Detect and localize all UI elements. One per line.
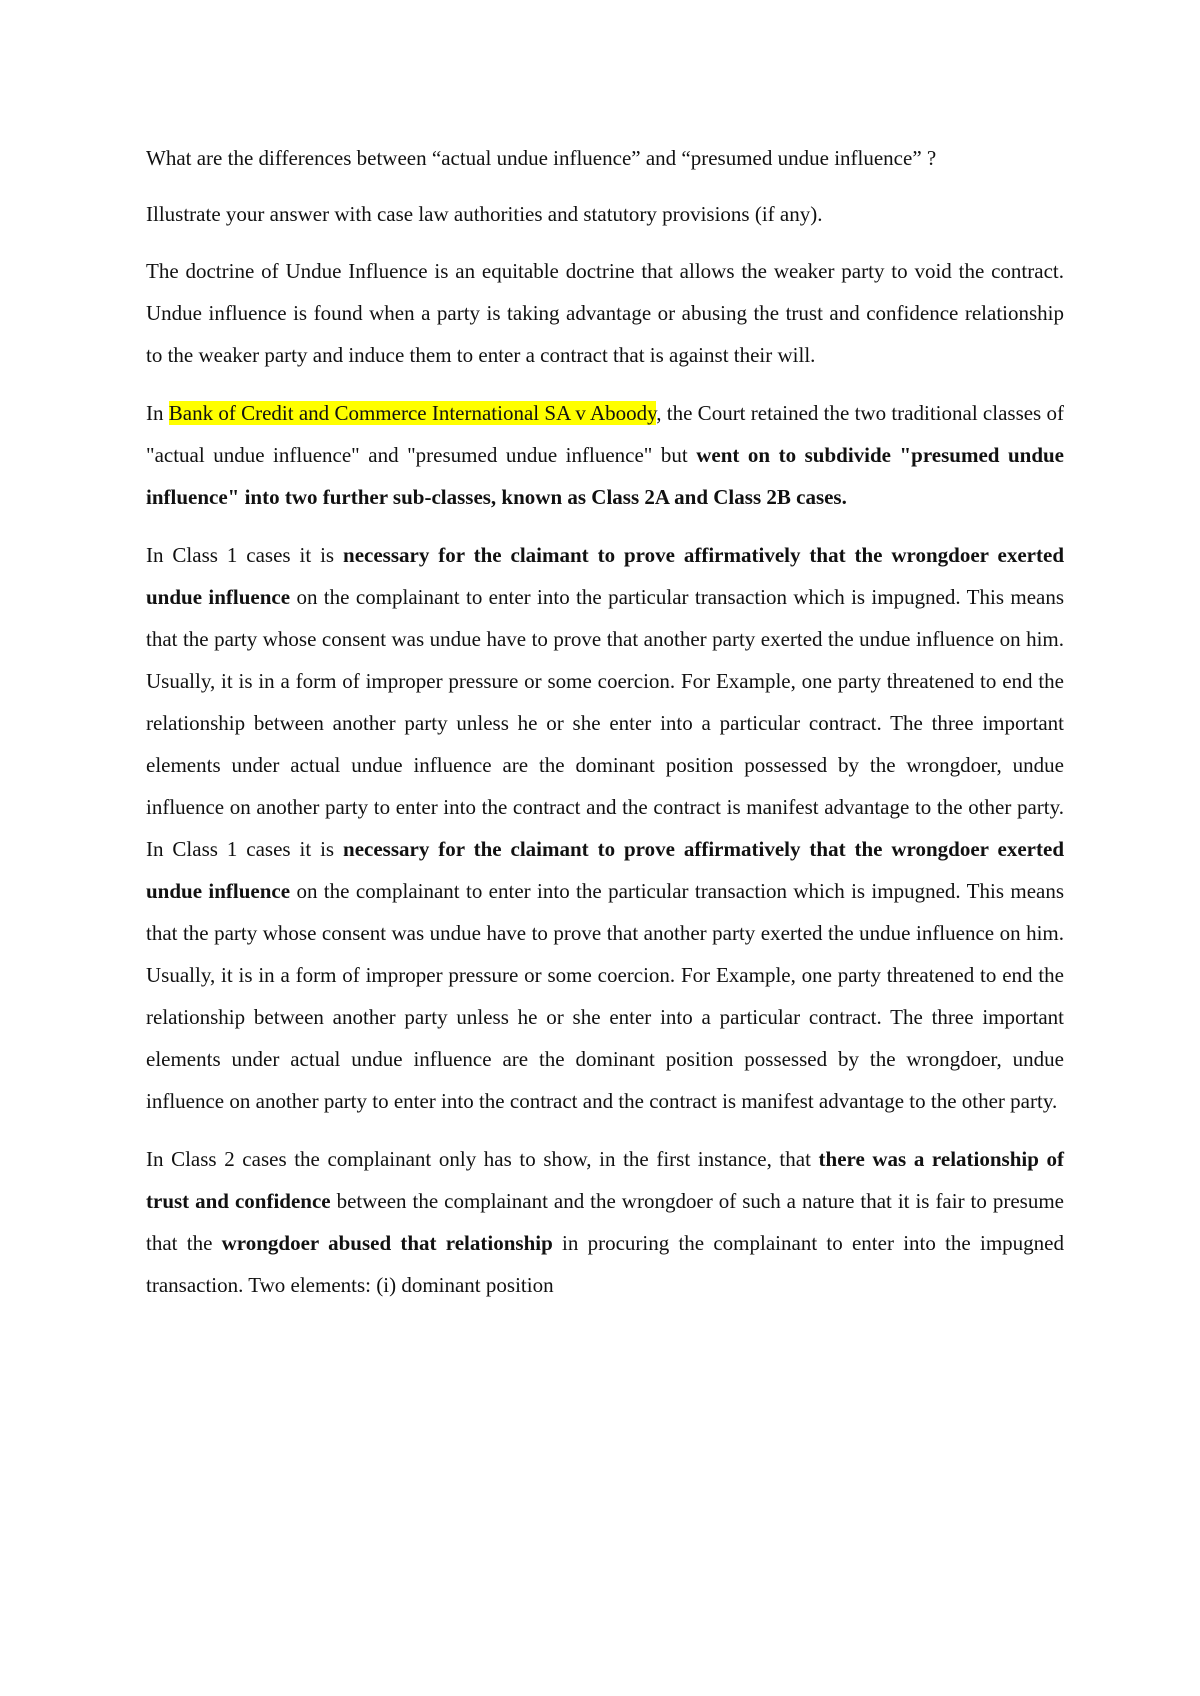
instruction-line: Illustrate your answer with case law authorities and statutory provisions (if any). (146, 202, 823, 226)
text-run: in procuring the complainant to enter into the impugned transaction. Two elements: (i) dominant position (146, 1231, 1064, 1297)
bold-text: necessary for the claimant to prove affirmatively that the wrongdoer exerted undue influence (146, 837, 1064, 903)
question-line: What are the differences between “actual undue influence” and “presumed undue influence” ? (146, 146, 937, 170)
text-run: In Class 1 cases it is (146, 543, 344, 567)
bold-text: there was a relationship of trust and confidence (146, 1147, 1064, 1213)
text-run: on the complainant to enter into the particular transaction which is impugned. This means that the party whose consent was undue have to prove that another party exerted the undue influence on him. Usually, it is in a form of improper pressure or some coercion. For Example, one party threatened to end the relationship between another party unless he or she enter into a particular contract. The three important elements under actual undue influence are the dominant position possessed by the wrongdoer, undue influence on another party to enter into the contract and the contract is manifest advantage to the other party. In Class 1 cases it is (146, 585, 1065, 861)
highlighted-case-name: Bank of Credit and Commerce International SA v Aboody (168, 401, 657, 425)
text-run: In Class 2 cases the complainant only has to show, in the first instance, that (146, 1147, 819, 1171)
paragraph-doctrine: The doctrine of Undue Influence is an equitable doctrine that allows the weaker party to void the contract. Undue influence is found when a party is taking advantage or abusing the trust and confidence relationship to the weaker party and induce them to enter a contract that is against their will. (146, 259, 1064, 367)
paragraph-class-1 (146, 534, 1064, 1122)
bold-text: went on to subdivide "presumed undue influence" into two further sub-classes, known as Class 2A and Class 2B cases. (146, 443, 1064, 509)
bold-text: necessary for the claimant to prove affirmatively that the wrongdoer exerted undue influence (146, 543, 1064, 609)
paragraph-aboody (146, 392, 1064, 518)
text-run: on the complainant to enter into the particular transaction which is impugned. This means that the party whose consent was undue have to prove that another party exerted the undue influence on him. Usually, it is in a form of improper pressure or some coercion. For Example, one party threatened to end the relationship between another party unless he or she enter into a particular contract. The three important elements under actual undue influence are the dominant position possessed by the wrongdoer, undue influence on another party to enter into the contract and the contract is manifest advantage to the other party. (146, 879, 1065, 1113)
text-run: between the complainant and the wrongdoer of such a nature that it is fair to presume that the (146, 1189, 1064, 1255)
document-body (146, 144, 1064, 1322)
text-run: , the Court retained the two traditional classes of "actual undue influence" and "presumed undue influence" but (146, 401, 1064, 467)
text-run: In (146, 401, 169, 425)
bold-text: wrongdoer abused that relationship (221, 1231, 553, 1255)
paragraph-class-2 (146, 1138, 1064, 1306)
